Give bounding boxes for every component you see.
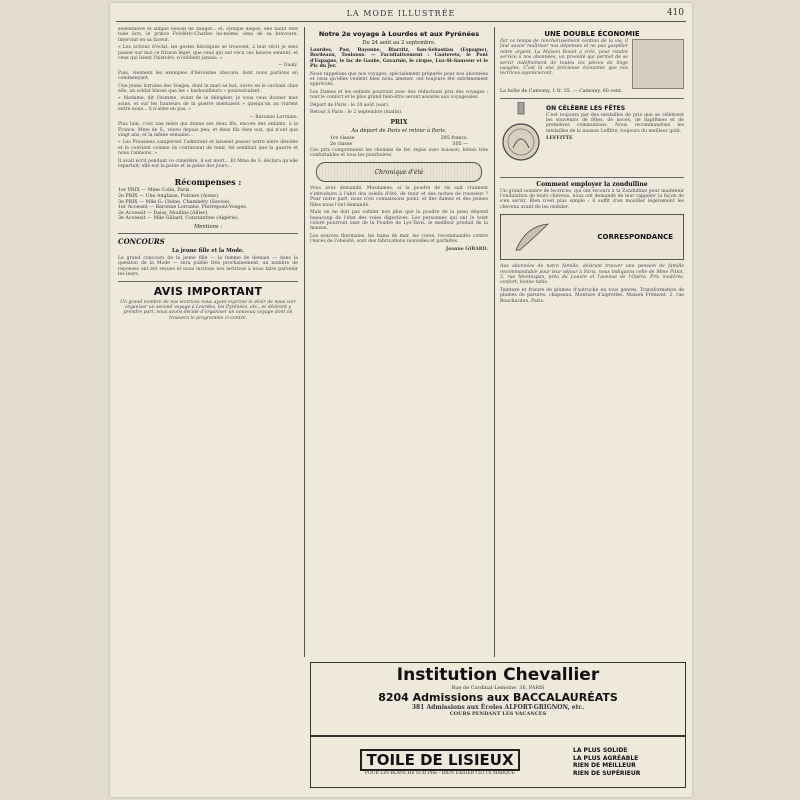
prix-label: 2e classe bbox=[330, 142, 353, 148]
toile-name: TOILE DE LISIEUX bbox=[360, 749, 519, 771]
chevallier-line1: 8204 Admissions aux BACCALAURÉATS bbox=[378, 691, 618, 704]
voyage-dates: Du 24 août au 2 septembre. bbox=[362, 40, 436, 46]
toile-features bbox=[573, 747, 683, 777]
reward-line: 2e Accessit — Daisy, Moulins (Allier). bbox=[118, 210, 209, 216]
voyage-cities: Lourdes, Pau, Bayonne, Biarritz, San-Sebastian (Espagne), Bordeaux, Toulouse. — Facultativement : Cauterets, le Pont d'Espagne, le lac de Gaube, Gavarnie, le cirque, Luz-St-Sauveur et le Pic du Jer. bbox=[310, 48, 488, 70]
reward-line: 1er Accessit — Baronne Lorraine, Pierrepont-Vosges. bbox=[118, 205, 248, 211]
chevallier-name: Institution Chevallier bbox=[396, 665, 600, 685]
concours-title: CONCOURS bbox=[118, 236, 165, 246]
feather-icon bbox=[512, 220, 552, 254]
toile-feature: RIEN DE SUPÉRIEUR bbox=[573, 769, 641, 777]
chevallier-line2: 381 Admissions aux Écoles ALFORT-GRIGNON, etc. bbox=[411, 704, 585, 711]
voyage-paragraph: Départ de Paris : le 24 août (soir). bbox=[310, 102, 390, 108]
chronique-banner bbox=[316, 162, 482, 182]
right-column bbox=[500, 27, 684, 677]
toile-ad bbox=[310, 736, 686, 788]
reward-line: 3e Accessit — Mlle Gillard, Constantine (Algérie). bbox=[118, 216, 240, 222]
prix-label: 1re classe bbox=[330, 136, 355, 142]
prix-subtitle: Au départ de Paris et retour à Paris. bbox=[351, 128, 447, 135]
left-paragraph: Une jeune lorraine des Vosges, dont le mari se bat, ouvre en le cachant chez elle, un soldat blessé que les « barbouilleurs » poursuivaient. bbox=[118, 83, 298, 95]
concours-text: Le grand concours de la jeune fille — la femme de demain — dans la question de la Mode — sera publié très prochainement, un nombre de réponses ont été reçues et nous invitons nos lectrices à nous faire parvenir les leurs. bbox=[118, 255, 298, 278]
economie-note: La boîte de Camomy, 1 fr. 35. — Camomy, 60 cent. bbox=[500, 89, 623, 94]
separator bbox=[118, 281, 298, 282]
prix-value: 395 francs. bbox=[440, 136, 468, 142]
voyage-paragraph: Nous rappelons que nos voyages, spécialement préparés pour nos abonnées et ceux qu'elles veulent bien nous amener, ont toujours été extrêmement appréciés. bbox=[310, 71, 488, 88]
page-number: 410 bbox=[666, 8, 684, 18]
chronique-signature: Jeanne GIRARD. bbox=[446, 246, 488, 252]
left-paragraph: sédentaires et simple besoin de danger... et, lorsque dispos, elle faillit être tuée lors, le prince Frédéric-Charles lui-même, ému de sa bravoure, intervint en sa faveur. bbox=[118, 27, 298, 43]
chronique-paragraph: Mais on ne doit pas oublier non plus que la poudre de la peau dépend beaucoup de l'état des voies digestives. Les personnes qui ont le teint coloré pourront user de la Poudre de Lys-Tavis, le meilleur produit de la maison. bbox=[310, 210, 488, 232]
voyage-paragraph: Retour à Paris : le 2 septembre (matin). bbox=[310, 110, 403, 116]
economie-block bbox=[500, 39, 684, 89]
signature: — Daaly. bbox=[277, 63, 298, 69]
correspondance-title: CORRESPONDANCE bbox=[597, 233, 673, 242]
avis-text: Un grand nombre de nos lectrices nous ayant exprimé le désir de nous voir organiser un second voyage à Lourdes, les Pyrénées, etc., et désirant y prendre part, nous avons décidé d'organiser un nouveau voyage dont on trouvera le programme ci-contre. bbox=[120, 299, 296, 321]
correspondance-banner bbox=[500, 214, 684, 260]
avis-title: AVIS IMPORTANT bbox=[153, 284, 263, 298]
signature: — Baronne Lorraine. bbox=[249, 114, 298, 120]
newspaper-page bbox=[110, 3, 692, 797]
left-paragraph: « Madame, dit l'homme, avant de le délogiser, je vous veux donner mes soins, et sur les hauteurs de la guerre mentaient » quelqu'un au vinrent entre nous... il n'aime en pas. » bbox=[118, 96, 298, 113]
economie-title: UNE DOUBLE ÉCONOMIE bbox=[544, 30, 640, 38]
toile-feature: LA PLUS SOLIDE bbox=[573, 747, 628, 754]
chevallier-address: Rue de Cardinal-Lemoine, 36, PARIS bbox=[451, 685, 545, 691]
voyage-title: Notre 2e voyage à Lourdes et aux Pyrénées bbox=[318, 30, 480, 38]
left-paragraph: Puis, viennent les exemples d'héroïsme obscure, dont nous parlions en commençant. bbox=[118, 70, 298, 82]
chevallier-line3: COURS PENDANT LES VACANCES bbox=[449, 711, 547, 717]
reward-line: 1er PRIX — Mme Colin, Paris. bbox=[118, 188, 191, 194]
left-paragraph: Il avait écrit pendant ce cimetière, il est mort... Et Mme de S. déclara qu'elle repartait; elle eut la peine et la peine des jours... bbox=[118, 158, 298, 169]
page-header-title: LA MODE ILLUSTRÉE bbox=[346, 9, 456, 18]
separator bbox=[500, 98, 684, 99]
fetes-brand: LEFFITTE bbox=[546, 135, 573, 142]
chronique-title: Chronique d'été bbox=[374, 168, 424, 176]
correspondance-text: Aux abonnées de notre famille, désirant trouver une pension de famille recommandable pour leur séjour à Paris, nous indiquons celle de Mme Pitiot, 5, rue Montespan, près du Louvre et l'avenue de l'Opéra. Prix modérés, confort, bonne table. bbox=[500, 264, 684, 286]
rewards-title: Récompenses : bbox=[174, 177, 242, 188]
chronique-paragraph: Les sources thermales, les bains de mer, les cures, recommandés contre l'excès de l'obésité, sont des fabrications nouvelles et parfaites. bbox=[310, 233, 488, 245]
fetes-block bbox=[500, 102, 684, 174]
separator bbox=[500, 177, 684, 178]
economie-illustration bbox=[632, 39, 684, 89]
chronique-paragraph: Vous avez demandé, Mesdames, si la poudre de riz sait vraiment s'introduire à l'abri des soleils d'été, de tenir et des taches de rousseur ? Pour notre part, nous n'en connaissons point, et des dames et des jeunes filles nous l'ont demandé. bbox=[310, 186, 488, 208]
toile-feature: RIEN DE MEILLEUR bbox=[573, 762, 636, 769]
separator bbox=[118, 233, 298, 234]
reward-line: 3e PRIX — Mlle G. Chéne, Chambéry (Savoie). bbox=[118, 199, 232, 205]
header-rule bbox=[116, 21, 686, 22]
chevallier-ad bbox=[310, 662, 686, 736]
teinture-text: Teinture et frisure de plumes d'autruche en tous genres. Transformation de plumes de parures, chapeaux. Monture d'aigrettes. Maison Frémont, 2, rue Bouchardon, Paris. bbox=[500, 287, 684, 304]
left-column bbox=[118, 27, 298, 793]
medal-icon bbox=[500, 102, 542, 174]
prix-title: PRIX bbox=[390, 119, 408, 127]
fetes-text: C'est toujours par des médailles de prix que se célèbrent les souvenirs de fêtes, de noces, de baptêmes et de premières communions. Nous recommandons les médailles de la maison Leffitte, toujours du meilleur goût. bbox=[546, 112, 684, 134]
economie-text: Par ce temps de renchérissement continu de la vie, il faut savoir maîtriser nos dépenses et ne pas gaspiller notre argent. La Maison Rouet a créé, pour rendre service à nos abonnées, un procédé qui permet de se servir indéfiniment de toutes les pièces de linge usagées. C'est là une précieuse économie que nos lectrices apprécieront. bbox=[500, 39, 628, 77]
prix-text: Ces prix comprennent les chemins de fer, repas avec boisson, hôtels très confortables et tous les pourboires. bbox=[310, 147, 488, 159]
prix-value: 305 — bbox=[452, 142, 468, 148]
left-paragraph: « Les actions d'éclat, les gestes héroïques se trouvent, à leur récit je sens passer sur moi ce frisson léger, que ceux qui ont vécu ces heures sentent, et ceux qui lisent l'histoire, n'oublient jamais. » bbox=[118, 45, 298, 62]
toile-feature: LA PLUS AGRÉABLE bbox=[573, 754, 639, 762]
reward-line: 2e PRIX — Une Anglaise, Poitiers (Aisne). bbox=[118, 193, 220, 199]
fetes-title: ON CÉLÈBRE LES FÊTES bbox=[546, 104, 626, 112]
column-divider-1 bbox=[304, 27, 305, 657]
column-divider-2 bbox=[494, 27, 495, 657]
mentions-title: Mentions : bbox=[194, 223, 222, 230]
middle-column bbox=[310, 27, 488, 677]
voyage-paragraph: Les Dames et les enfants pourront avec des réductions prix des voyages : tout le confort et le plus grand bien-être seront assurés aux voyageuses. bbox=[310, 89, 488, 101]
concours-subtitle: La jeune fille et la Mode. bbox=[171, 247, 245, 254]
zondulline-text: Un grand nombre de lectrices, qui ont recours à la Zondulline pour maintenir l'ondulation de leurs cheveux, nous ont demandé de leur rappeler la façon de s'en servir. Rien n'est plus simple : il suffit d'en mouiller légèrement les cheveux avant de les onduler. bbox=[500, 188, 684, 210]
left-paragraph: Plus loin, c'est une mère qui donne ses deux fils, encore des enfants, à la France. Mme de S., veuve depuis peu, et deux fils chez eux, qui n'ont que vingt ans, et la même semaine... bbox=[118, 122, 298, 138]
toile-sub: POUR LIN-BLANCHE SUR PRE - BIEN EXIGER CETTE MARQUE bbox=[364, 770, 516, 776]
left-paragraph: « Les Prussiens campèrent l'admirent et laissent passer notre mère désolée et la convient comme ils continuent de tenir, tel semblait que la guerre et nous l'aimions. » bbox=[118, 140, 298, 157]
zondulline-title: Comment employer la zondulline bbox=[536, 180, 648, 188]
